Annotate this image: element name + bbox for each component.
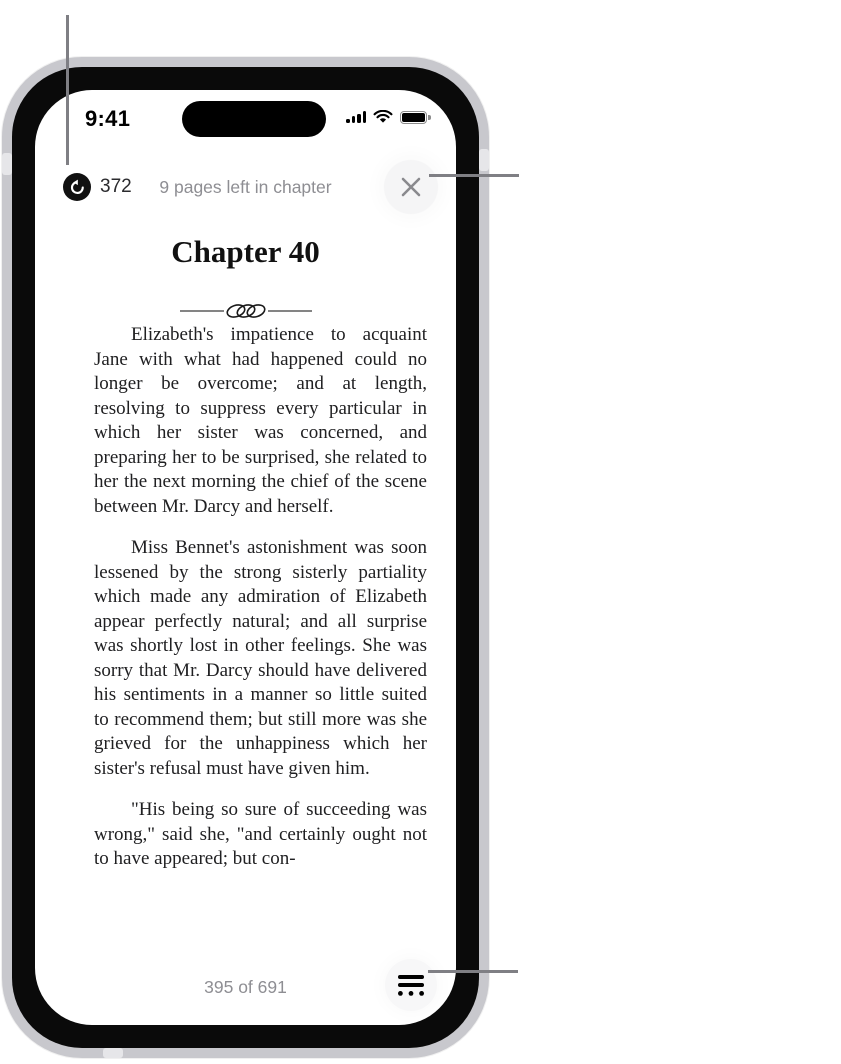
antenna-line-left bbox=[2, 153, 12, 175]
page-position-label: 395 of 691 bbox=[204, 977, 287, 997]
paragraph: Elizabeth's impatience to acquaint Jane with what had happened could no longer be overcome; and at length, resolving to suppress every particular in which her sister was concerned, and preparing her to be surprised, she related to her the next morning the chief of the scene between Mr. Darcy and herself. bbox=[94, 324, 427, 517]
paragraph: Miss Bennet's astonishment was soon lessened by the strong sisterly partiality which made any admiration of Elizabeth appear perfectly natural; and all surprise was shortly lost in other feelings. She was sorry that Mr. Darcy should have delivered his sentiments in a manner so little suited to recommend them; but still more was she grieved for the unhappiness which her sister's refusal must have given him. bbox=[94, 537, 427, 779]
iphone-frame bbox=[2, 57, 489, 1058]
close-book-button[interactable] bbox=[384, 160, 438, 214]
close-icon bbox=[400, 176, 422, 198]
reader-menu-button[interactable] bbox=[385, 959, 437, 1011]
antenna-line-bottom bbox=[103, 1048, 123, 1058]
chapter-title: Chapter 40 bbox=[171, 234, 320, 269]
chapter-divider-ornament-icon bbox=[35, 302, 456, 325]
wifi-icon bbox=[373, 110, 393, 124]
callout-line-menu-button bbox=[428, 970, 518, 973]
status-bar-time: 9:41 bbox=[85, 106, 131, 131]
books-reader-screen bbox=[35, 90, 456, 1025]
book-text bbox=[94, 323, 427, 889]
callout-line-close-button bbox=[429, 174, 519, 177]
back-page-number: 372 bbox=[100, 176, 132, 197]
callout-line-back-button bbox=[66, 15, 69, 165]
cellular-signal-icon bbox=[346, 111, 366, 123]
battery-icon bbox=[400, 111, 427, 124]
paragraph: "His being so sure of succeeding was wrong," said she, "and certainly ought not to have appeared; but con- bbox=[94, 799, 427, 869]
status-bar-icons bbox=[346, 110, 427, 124]
iphone-bezel bbox=[12, 67, 479, 1048]
pages-left-label: 9 pages left in chapter bbox=[159, 177, 332, 197]
antenna-line-right bbox=[479, 149, 489, 171]
dynamic-island bbox=[182, 101, 326, 137]
reader-menu-icon bbox=[397, 974, 425, 997]
